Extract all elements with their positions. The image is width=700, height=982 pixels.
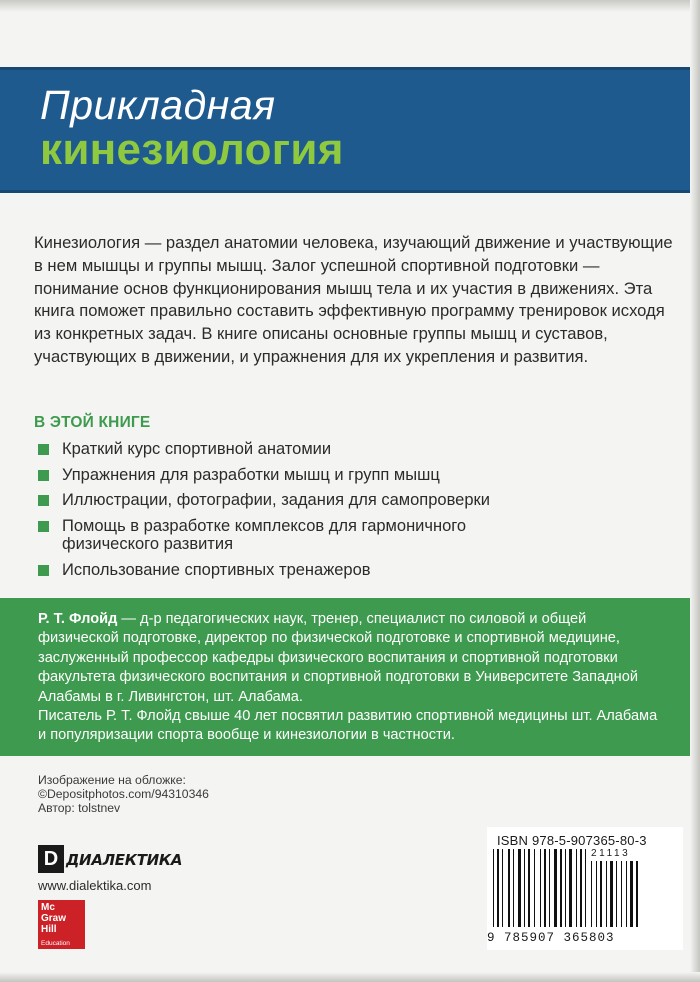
author-band [0,598,690,756]
publisher-mark: D [38,845,64,873]
barcode-icon [489,847,683,931]
author-bio-text-2: Писатель Р. Т. Флойд свыше 40 лет посвятил развитию спортивной медицины шт. Алабама и популяризации спорта вообще и кинезиологии в частности. [38,708,658,744]
feature-item [38,491,678,510]
green-square-bullet-icon [38,470,49,481]
author-bio [38,610,668,746]
feature-text: Краткий курс спортивной анатомии [62,440,332,458]
publisher-website: www.dialektika.com [38,878,152,893]
green-square-bullet-icon [38,521,49,532]
publisher-name: ДИАЛЕКТИКА [66,851,183,869]
credit-line-2: ©Depositphotos.com/94310346 [38,787,209,801]
feature-text: Иллюстрации, фотографии, задания для самопроверки [62,491,490,509]
intro-paragraph: Кинезиология — раздел анатомии человека, изучающий движение и участвующие в нем мышцы и группы мышц. Залог успешной спортивной подготовки — понимание основ функционирования мышц тела и их участия в движениях. Эта книга поможет правильно составить эффективную программу тренировок исходя из конкретных задач. В книге описаны основные группы мышц и суставов, участвующих в движении, и упражнения для их укрепления и развития. [34,233,673,366]
feature-list [38,440,678,586]
title-band [0,67,690,193]
cover-top-edge [0,0,700,12]
isbn-number: ISBN 978-5-907365-80-3 [497,833,647,848]
green-square-bullet-icon [38,444,49,455]
mcgraw-line-1: Mc [41,902,55,913]
mcgraw-line-4: Education [41,940,70,947]
feature-item [38,440,678,459]
mcgraw-line-3: Hill [41,924,57,935]
feature-item [38,517,508,554]
author-bio-text: — д-р педагогических наук, тренер, специалист по силовой и общей физической подготовке, директор по физической подготовке и спортивной медицине, заслуженный профессор кафедры физического воспитания и спортивной подготовки факультета физического воспитания и спортивной подготовки в Университете Западной Алабамы в г. Ливингстон, шт. Алабама. [38,611,639,705]
feature-text: Упражнения для разработки мышц и групп мышц [62,465,440,484]
cover-right-edge [690,0,700,982]
feature-text: Помощь в разработке комплексов для гармоничного физического развития [62,516,467,553]
title-line-2: кинезиология [40,125,344,174]
feature-item [38,561,678,580]
author-name: Р. Т. Флойд [38,611,118,627]
credit-line-1: Изображение на обложке: [38,773,186,787]
credit-line-3: Автор: tolstnev [38,801,121,815]
mcgraw-hill-logo-icon [38,900,85,949]
barcode-addon-number: 21113 [591,848,631,859]
feature-item [38,466,678,485]
mcgraw-line-2: Graw [41,913,67,924]
in-book-heading: В ЭТОЙ КНИГЕ [34,414,151,431]
title-line-1: Прикладная [40,82,276,128]
green-square-bullet-icon [38,495,49,506]
green-square-bullet-icon [38,565,49,576]
barcode-block [487,827,683,950]
cover-bottom-edge [0,972,700,982]
cover-image-credit [38,773,209,815]
ean-number: 9 785907 365803 [487,931,615,945]
dialektika-logo-icon [38,845,183,873]
feature-text: Использование спортивных тренажеров [62,560,371,579]
